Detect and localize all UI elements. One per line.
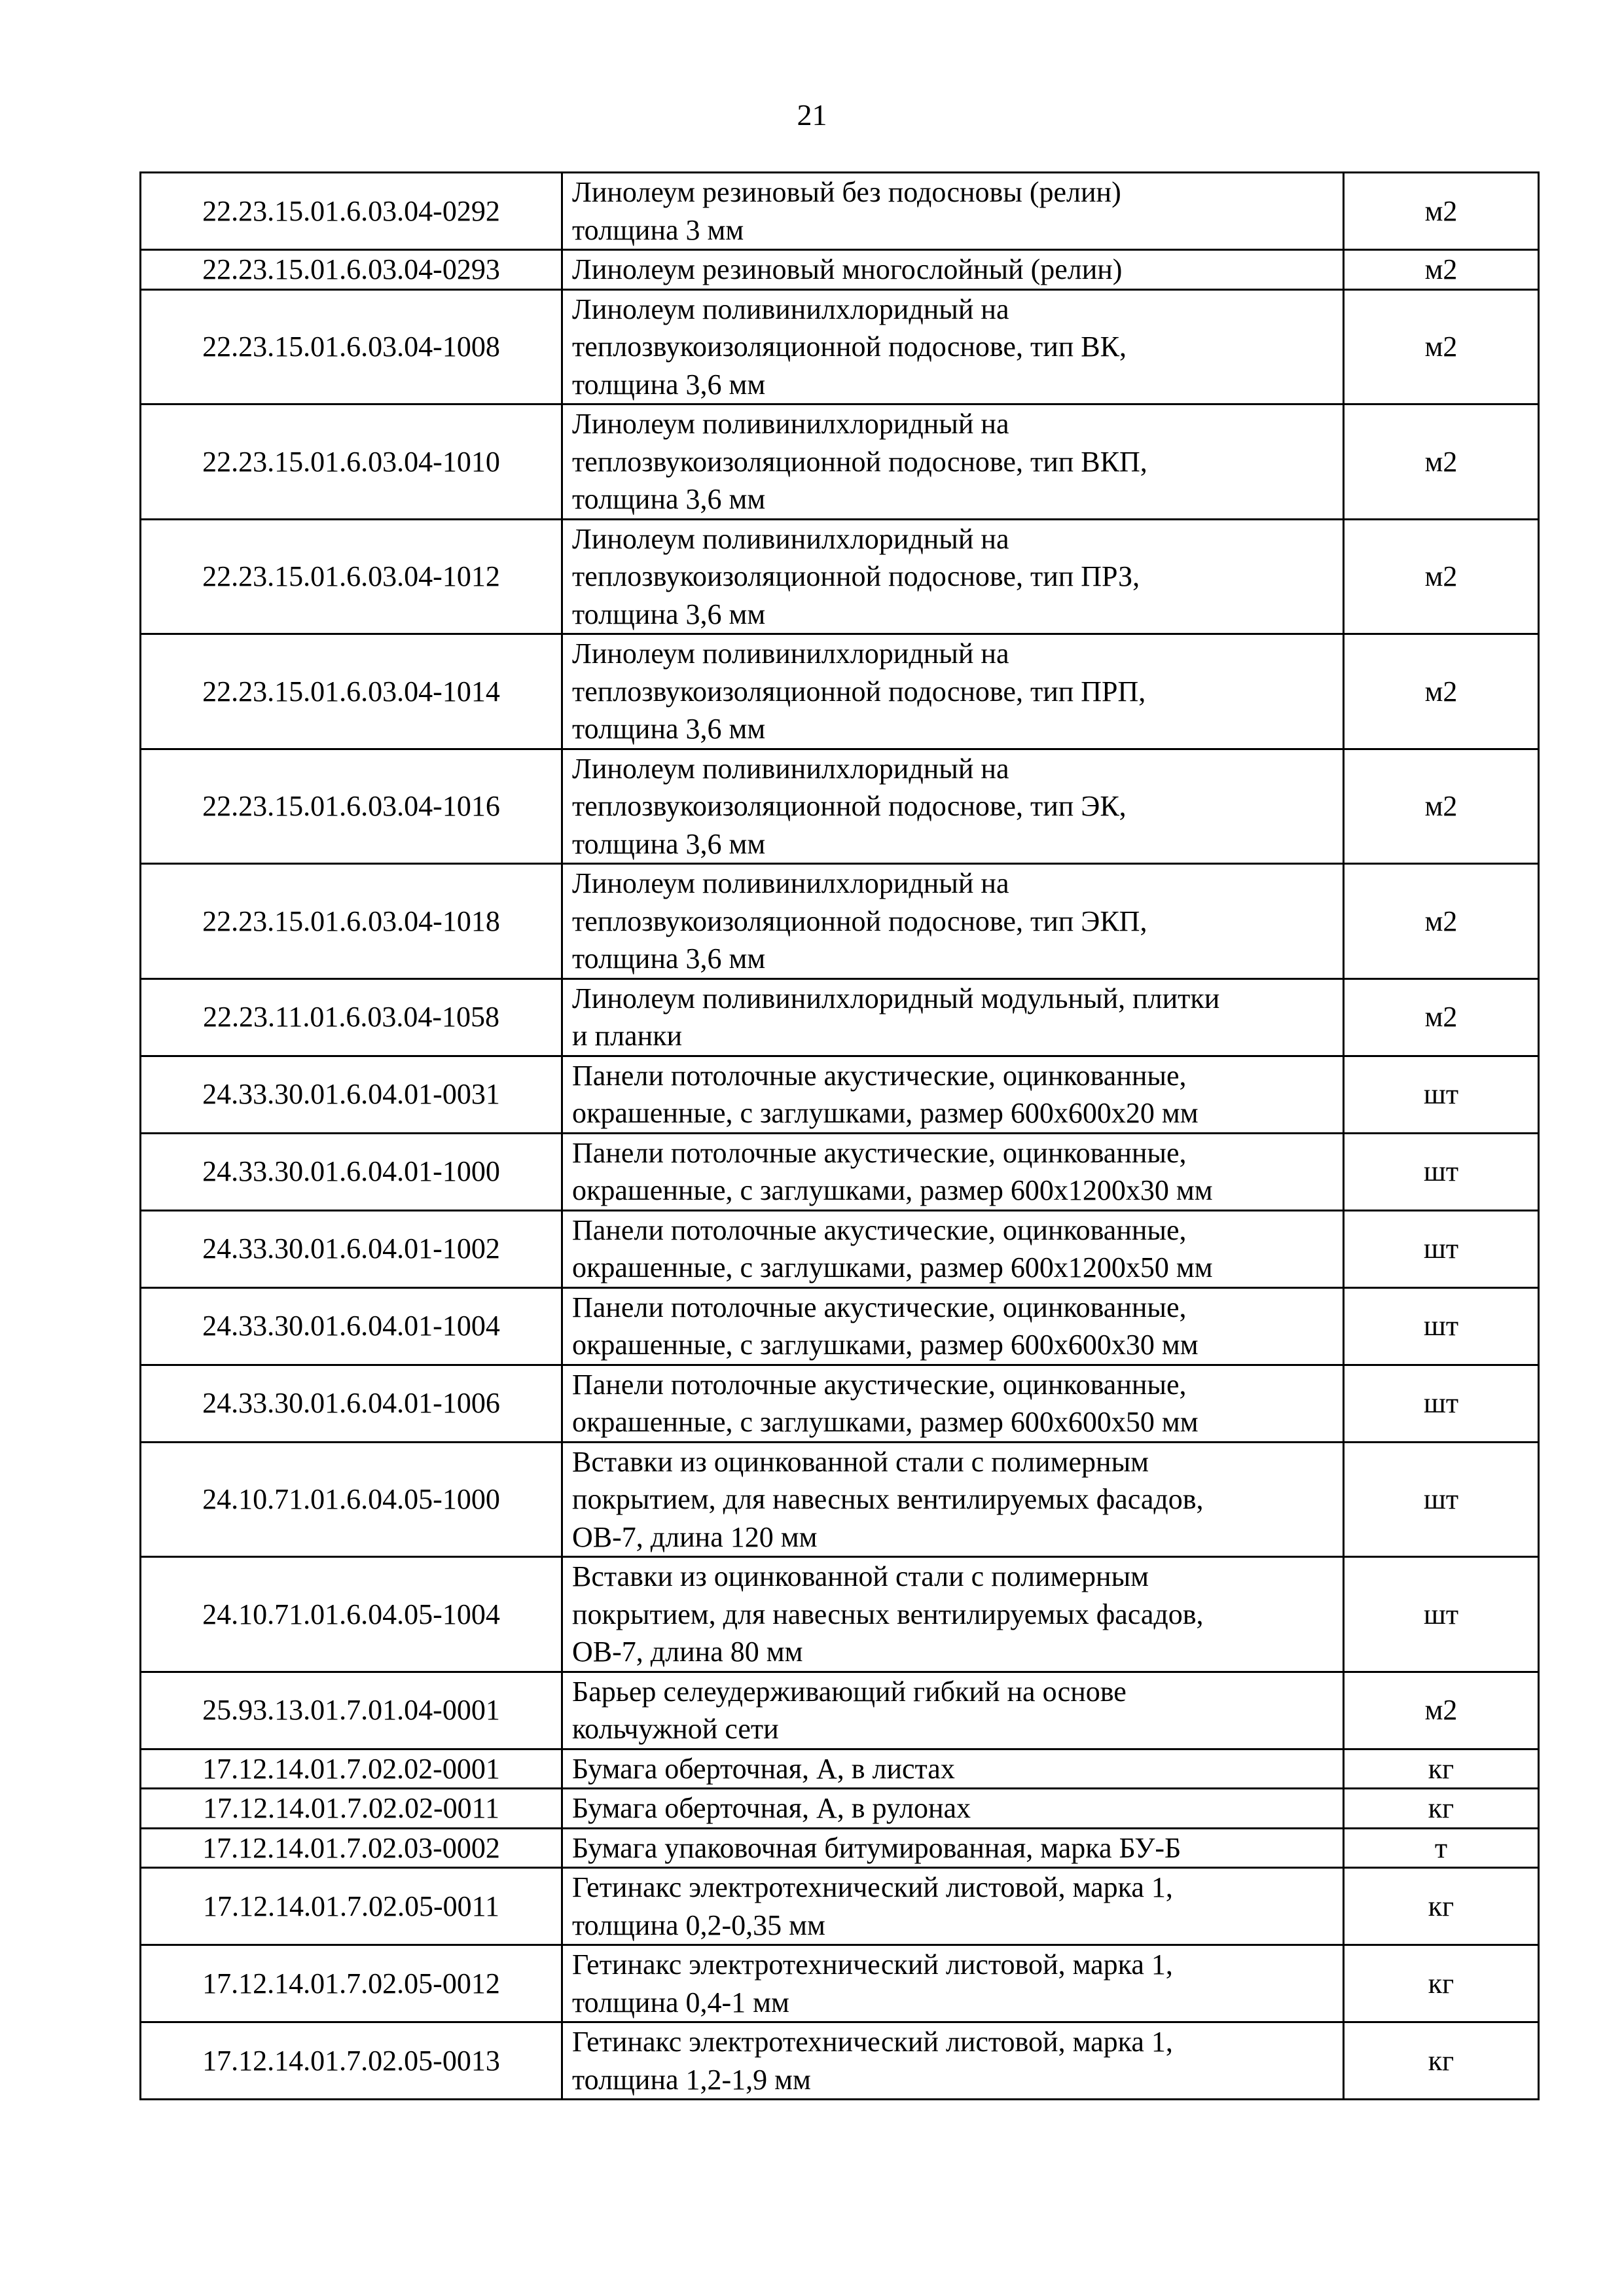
table-row	[141, 173, 1539, 250]
unit-cell: шт	[1344, 1056, 1539, 1133]
name-cell	[562, 1133, 1344, 1210]
name-cell	[562, 173, 1344, 250]
name-line: Бумага упаковочная битумированная, марка БУ-Б	[572, 1831, 1182, 1864]
unit-cell: шт	[1344, 1133, 1539, 1210]
name-line: толщина 0,2-0,35 мм	[572, 1909, 825, 1941]
name-line: Линолеум поливинилхлоридный на	[572, 867, 1009, 899]
table-row	[141, 634, 1539, 749]
table-row	[141, 1210, 1539, 1287]
name-line: Панели потолочные акустические, оцинкованные,	[572, 1213, 1187, 1246]
name-line: Линолеум резиновый многослойный (релин)	[572, 253, 1123, 285]
table-row	[141, 1749, 1539, 1789]
table-row	[141, 1442, 1539, 1557]
name-line: Линолеум поливинилхлоридный на	[572, 522, 1009, 555]
table-row	[141, 1672, 1539, 1749]
table-body	[141, 173, 1539, 2100]
unit-cell: м2	[1344, 404, 1539, 520]
code-cell: 25.93.13.01.7.01.04-0001	[141, 1672, 562, 1749]
code-cell: 17.12.14.01.7.02.02-0001	[141, 1749, 562, 1789]
name-cell	[562, 1828, 1344, 1868]
name-cell	[562, 250, 1344, 290]
name-line: Панели потолочные акустические, оцинкованные,	[572, 1136, 1187, 1169]
code-cell: 22.23.15.01.6.03.04-1016	[141, 749, 562, 864]
unit-cell: кг	[1344, 1868, 1539, 1945]
code-cell: 17.12.14.01.7.02.03-0002	[141, 1828, 562, 1868]
code-cell: 24.33.30.01.6.04.01-1002	[141, 1210, 562, 1287]
name-cell	[562, 1365, 1344, 1442]
name-line: Вставки из оцинкованной стали с полимерным	[572, 1560, 1149, 1592]
unit-cell: кг	[1344, 2022, 1539, 2100]
table-row	[141, 978, 1539, 1056]
name-line: Панели потолочные акустические, оцинкованные,	[572, 1291, 1187, 1323]
code-cell: 24.33.30.01.6.04.01-1004	[141, 1287, 562, 1365]
table-row	[141, 1828, 1539, 1868]
name-line: теплозвукоизоляционной подоснове, тип ПРЗ,	[572, 560, 1140, 592]
name-line: теплозвукоизоляционной подоснове, тип ВК,	[572, 331, 1127, 363]
unit-cell: м2	[1344, 519, 1539, 634]
name-cell	[562, 404, 1344, 520]
table-row	[141, 1056, 1539, 1133]
unit-cell: м2	[1344, 250, 1539, 290]
name-line: Гетинакс электротехнический листовой, марка 1,	[572, 1871, 1173, 1903]
name-cell	[562, 289, 1344, 404]
name-cell	[562, 864, 1344, 979]
table-row	[141, 1868, 1539, 1945]
unit-cell: кг	[1344, 1749, 1539, 1789]
name-cell	[562, 1749, 1344, 1789]
name-line: Гетинакс электротехнический листовой, марка 1,	[572, 2026, 1173, 2058]
code-cell: 22.23.15.01.6.03.04-1012	[141, 519, 562, 634]
name-cell	[562, 1442, 1344, 1557]
code-cell: 17.12.14.01.7.02.02-0011	[141, 1789, 562, 1829]
name-line: Линолеум поливинилхлоридный на	[572, 408, 1009, 440]
name-line: толщина 0,4-1 мм	[572, 1986, 789, 2018]
name-line: окрашенные, с заглушками, размер 600х600х50 мм	[572, 1406, 1199, 1438]
code-cell: 22.23.15.01.6.03.04-1014	[141, 634, 562, 749]
name-line: Вставки из оцинкованной стали с полимерным	[572, 1445, 1149, 1478]
unit-cell: шт	[1344, 1442, 1539, 1557]
name-line: толщина 3,6 мм	[572, 827, 766, 860]
name-line: Линолеум поливинилхлоридный на	[572, 752, 1009, 785]
name-line: покрытием, для навесных вентилируемых фасадов,	[572, 1483, 1204, 1515]
name-cell	[562, 1945, 1344, 2022]
code-cell: 22.23.15.01.6.03.04-1010	[141, 404, 562, 520]
code-cell: 22.23.11.01.6.03.04-1058	[141, 978, 562, 1056]
name-cell	[562, 1287, 1344, 1365]
table-row	[141, 1789, 1539, 1829]
code-cell: 24.33.30.01.6.04.01-0031	[141, 1056, 562, 1133]
name-line: Панели потолочные акустические, оцинкованные,	[572, 1059, 1187, 1092]
name-line: Линолеум поливинилхлоридный на	[572, 637, 1009, 670]
code-cell: 24.10.71.01.6.04.05-1000	[141, 1442, 562, 1557]
name-line: Линолеум резиновый без подосновы (релин)	[572, 176, 1121, 208]
name-line: Линолеум поливинилхлоридный на	[572, 293, 1009, 325]
table-row	[141, 749, 1539, 864]
name-line: окрашенные, с заглушками, размер 600х600х20 мм	[572, 1097, 1199, 1129]
name-line: окрашенные, с заглушками, размер 600х600х30 мм	[572, 1329, 1199, 1361]
name-line: толщина 3,6 мм	[572, 942, 766, 975]
name-line: толщина 3,6 мм	[572, 713, 766, 745]
unit-cell: шт	[1344, 1365, 1539, 1442]
name-line: Бумага оберточная, А, в листах	[572, 1752, 955, 1785]
table-row	[141, 1133, 1539, 1210]
code-cell: 17.12.14.01.7.02.05-0011	[141, 1868, 562, 1945]
name-cell	[562, 519, 1344, 634]
name-line: теплозвукоизоляционной подоснове, тип ВКП,	[572, 445, 1147, 478]
name-cell	[562, 749, 1344, 864]
materials-table	[139, 171, 1540, 2100]
unit-cell: кг	[1344, 1945, 1539, 2022]
code-cell: 24.33.30.01.6.04.01-1006	[141, 1365, 562, 1442]
table-row	[141, 404, 1539, 520]
unit-cell: м2	[1344, 864, 1539, 979]
name-line: ОВ-7, длина 80 мм	[572, 1636, 803, 1668]
unit-cell: шт	[1344, 1557, 1539, 1672]
unit-cell: м2	[1344, 173, 1539, 250]
table-row	[141, 2022, 1539, 2100]
name-line: окрашенные, с заглушками, размер 600х1200х50 мм	[572, 1251, 1213, 1283]
table-row	[141, 250, 1539, 290]
code-cell: 22.23.15.01.6.03.04-1018	[141, 864, 562, 979]
table-row	[141, 1365, 1539, 1442]
unit-cell: шт	[1344, 1210, 1539, 1287]
code-cell: 22.23.15.01.6.03.04-1008	[141, 289, 562, 404]
unit-cell: шт	[1344, 1287, 1539, 1365]
name-line: ОВ-7, длина 120 мм	[572, 1520, 818, 1553]
unit-cell: м2	[1344, 634, 1539, 749]
name-line: теплозвукоизоляционной подоснове, тип ЭК,	[572, 790, 1127, 822]
code-cell: 22.23.15.01.6.03.04-0292	[141, 173, 562, 250]
unit-cell: т	[1344, 1828, 1539, 1868]
name-line: окрашенные, с заглушками, размер 600х1200х30 мм	[572, 1174, 1213, 1206]
name-cell	[562, 1672, 1344, 1749]
name-line: Барьер селеудерживающий гибкий на основе	[572, 1675, 1127, 1708]
name-line: Бумага оберточная, А, в рулонах	[572, 1792, 971, 1824]
unit-cell: м2	[1344, 289, 1539, 404]
name-line: теплозвукоизоляционной подоснове, тип ЭКП,	[572, 905, 1147, 937]
table-row	[141, 864, 1539, 979]
name-cell	[562, 1868, 1344, 1945]
name-cell	[562, 1789, 1344, 1829]
name-line: покрытием, для навесных вентилируемых фасадов,	[572, 1598, 1204, 1630]
unit-cell: кг	[1344, 1789, 1539, 1829]
code-cell: 24.10.71.01.6.04.05-1004	[141, 1557, 562, 1672]
name-line: и планки	[572, 1020, 683, 1052]
table-row	[141, 1287, 1539, 1365]
table-row	[141, 289, 1539, 404]
name-cell	[562, 978, 1344, 1056]
table-row	[141, 519, 1539, 634]
name-line: толщина 3,6 мм	[572, 598, 766, 630]
unit-cell: м2	[1344, 749, 1539, 864]
table-row	[141, 1945, 1539, 2022]
name-line: кольчужной сети	[572, 1713, 779, 1745]
page-number: 21	[797, 98, 827, 132]
name-line: толщина 3 мм	[572, 213, 744, 246]
name-line: толщина 3,6 мм	[572, 368, 766, 401]
name-line: толщина 1,2-1,9 мм	[572, 2063, 811, 2096]
name-cell	[562, 634, 1344, 749]
code-cell: 17.12.14.01.7.02.05-0013	[141, 2022, 562, 2100]
unit-cell: м2	[1344, 1672, 1539, 1749]
name-line: теплозвукоизоляционной подоснове, тип ПРП,	[572, 675, 1146, 708]
name-line: Панели потолочные акустические, оцинкованные,	[572, 1368, 1187, 1401]
name-line: Гетинакс электротехнический листовой, марка 1,	[572, 1948, 1173, 1981]
name-cell	[562, 2022, 1344, 2100]
code-cell: 17.12.14.01.7.02.05-0012	[141, 1945, 562, 2022]
name-cell	[562, 1056, 1344, 1133]
name-cell	[562, 1210, 1344, 1287]
table-row	[141, 1557, 1539, 1672]
code-cell: 22.23.15.01.6.03.04-0293	[141, 250, 562, 290]
name-line: Линолеум поливинилхлоридный модульный, плитки	[572, 982, 1220, 1014]
unit-cell: м2	[1344, 978, 1539, 1056]
name-cell	[562, 1557, 1344, 1672]
name-line: толщина 3,6 мм	[572, 483, 766, 515]
code-cell: 24.33.30.01.6.04.01-1000	[141, 1133, 562, 1210]
